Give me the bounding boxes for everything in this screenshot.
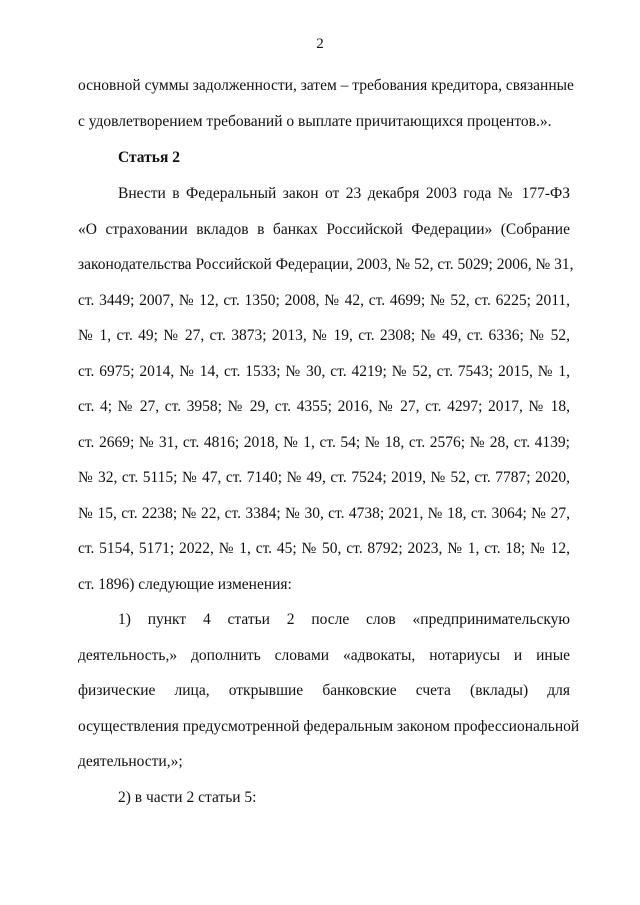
text-line: деятельность,» дополнить словами «адвокаты, нотариусы и иные (78, 647, 570, 664)
text-line: № 15, ст. 2238; № 22, ст. 3384; № 30, ст. 4738; 2021, № 18, ст. 3064; № 27, (78, 505, 570, 522)
page-number: 2 (316, 36, 324, 52)
text-line: осуществления предусмотренной федеральным законом профессиональной (78, 718, 580, 735)
text-line: законодательства Российской Федерации, 2003, № 52, ст. 5029; 2006, № 31, (78, 256, 574, 273)
text-line: деятельности,»; (78, 753, 183, 770)
text-line: ст. 6975; 2014, № 14, ст. 1533; № 30, ст. 4219; № 52, ст. 7543; 2015, № 1, (78, 363, 570, 380)
text-line: с удовлетворением требований о выплате причитающихся процентов.». (78, 113, 552, 130)
text-line: ст. 5154, 5171; 2022, № 1, ст. 45; № 50, ст. 8792; 2023, № 1, ст. 18; № 12, (78, 540, 570, 557)
text-line: ст. 3449; 2007, № 12, ст. 1350; 2008, № 42, ст. 4699; № 52, ст. 6225; 2011, (78, 292, 570, 309)
text-line: 1) пункт 4 статьи 2 после слов «предпринимательскую (118, 611, 570, 628)
text-line: 2) в части 2 статьи 5: (118, 789, 257, 806)
text-line: ст. 2669; № 31, ст. 4816; 2018, № 1, ст. 54; № 18, ст. 2576; № 28, ст. 4139; (78, 434, 570, 451)
text-line: ст. 4; № 27, ст. 3958; № 29, ст. 4355; 2016, № 27, ст. 4297; 2017, № 18, (78, 398, 570, 415)
text-line: основной суммы задолженности, затем – требования кредитора, связанные (78, 77, 574, 94)
text-line: № 1, ст. 49; № 27, ст. 3873; 2013, № 19, ст. 2308; № 49, ст. 6336; № 52, (78, 327, 570, 344)
text-line: № 32, ст. 5115; № 47, ст. 7140; № 49, ст. 7524; 2019, № 52, ст. 7787; 2020, (78, 469, 570, 486)
text-line: «О страховании вкладов в банках Российской Федерации» (Собрание (78, 221, 570, 238)
text-line: физические лица, открывшие банковские счета (вклады) для (78, 682, 570, 699)
text-line: ст. 1896) следующие изменения: (78, 576, 292, 593)
text-line: Внести в Федеральный закон от 23 декабря 2003 года № 177-ФЗ (118, 185, 570, 202)
article-heading: Статья 2 (118, 149, 180, 166)
